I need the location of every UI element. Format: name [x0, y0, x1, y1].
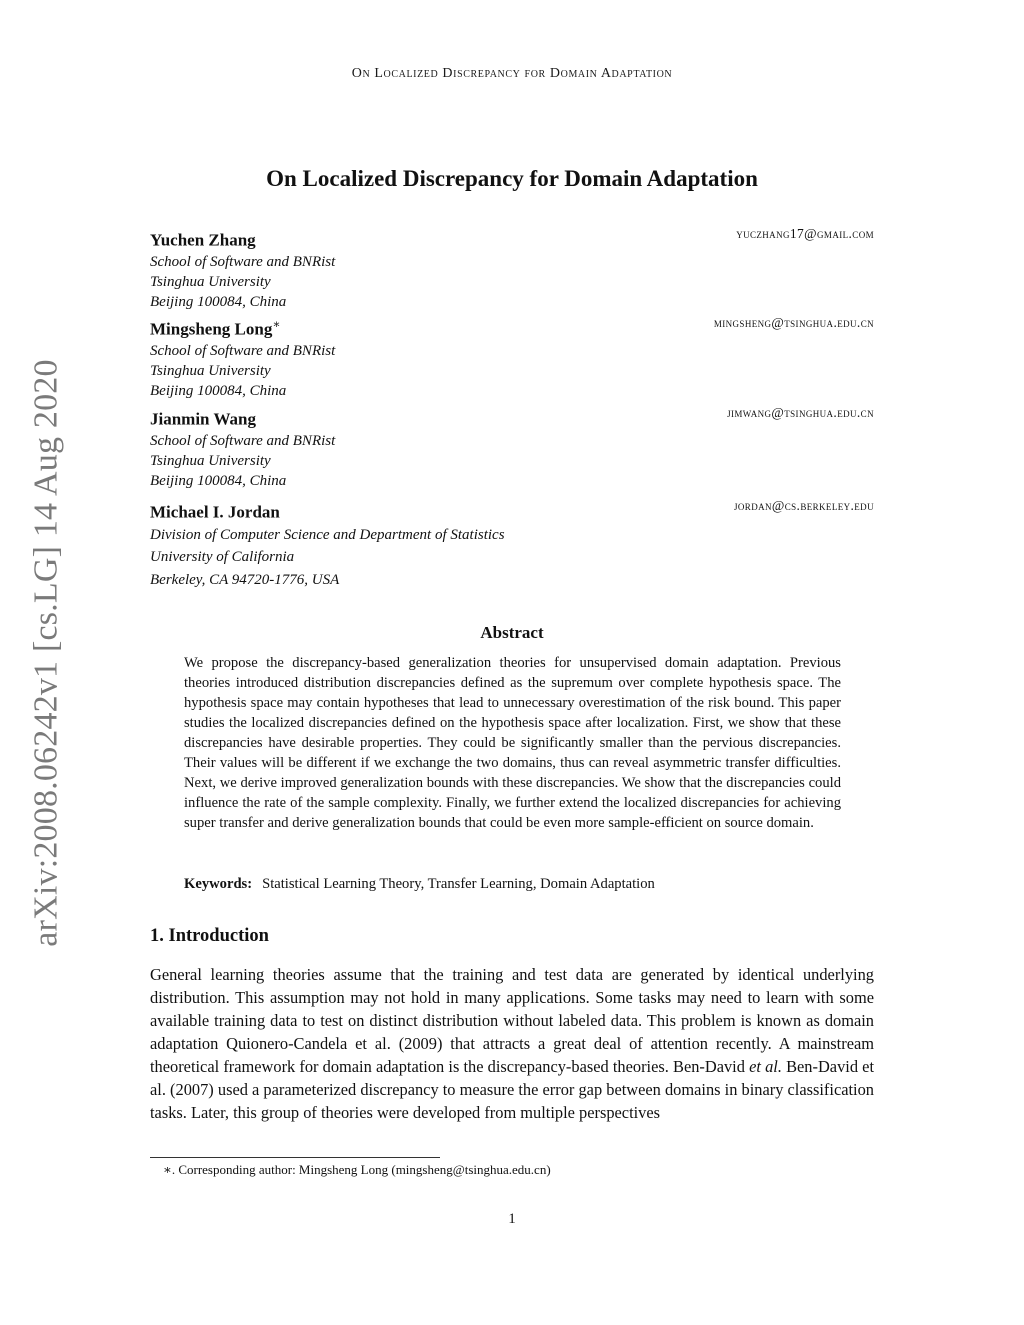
- author-name: Mingsheng Long∗: [150, 317, 281, 339]
- author-affiliation-line: School of Software and BNRist: [150, 432, 336, 449]
- author-affiliation-line: School of Software and BNRist: [150, 342, 336, 359]
- author-block: [150, 224, 874, 312]
- author-affiliation-line: Division of Computer Science and Department of Statistics: [150, 526, 505, 543]
- footnote-corresponding-author: ∗. Corresponding author: Mingsheng Long (mingsheng@tsinghua.edu.cn): [163, 1162, 551, 1177]
- keywords-text: Statistical Learning Theory, Transfer Learning, Domain Adaptation: [262, 876, 655, 892]
- corresponding-author-marker: ∗: [272, 317, 281, 331]
- author-block: [150, 403, 874, 491]
- author-email[interactable]: jordan@cs.berkeley.edu: [734, 498, 874, 513]
- author-affiliation-line: University of California: [150, 549, 295, 566]
- author-email[interactable]: yuczhang17@gmail.com: [736, 226, 874, 241]
- introduction-paragraph: General learning theories assume that the training and test data are generated by identical underlying distribution. This assumption may not hold in many applications. Some tasks may need to learn with some available training data to test on distinct distribution without labeled data. This problem is known as domain adaptation Quionero-Candela et al. (2009) that attracts a great deal of attention recently. A mainstream theoretical framework for domain adaptation is the discrepancy-based theories. Ben-David et al. Ben-David et al. (2007) used a parameterized discrepancy to measure the error gap between domains in binary classification tasks. Later, this group of theories were developed from multiple perspectives: [150, 965, 874, 1122]
- keywords-line: [184, 876, 841, 893]
- author-affiliation-line: Beijing 100084, China: [150, 382, 287, 399]
- page-number: 1: [508, 1211, 516, 1227]
- author-email[interactable]: jimwang@tsinghua.edu.cn: [727, 405, 874, 420]
- running-head: On Localized Discrepancy for Domain Adaptation: [351, 66, 673, 81]
- author-affiliation-line: Beijing 100084, China: [150, 293, 287, 310]
- author-name: Michael I. Jordan: [150, 502, 280, 522]
- arxiv-identifier-stamp: [22, 360, 72, 945]
- abstract-heading: Abstract: [480, 623, 544, 642]
- author-affiliation-line: School of Software and BNRist: [150, 253, 336, 270]
- author-block: [150, 313, 874, 401]
- abstract-text: We propose the discrepancy-based generalization theories for unsupervised domain adaptation. Previous theories introduced distribution discrepancies defined as the supremum over complete hypothesis space. The hypothesis space may contain hypotheses that lead to unnecessary overestimation of the risk bound. This paper studies the localized discrepancies defined on the hypothesis space after localization. First, we show that these discrepancies have desirable properties. They could be significantly smaller than the pervious discrepancies. Their values will be different if we exchange the two domains, thus can reveal asymmetric transfer difficulties. Next, we derive improved generalization bounds with these discrepancies. We show that the discrepancies could influence the rate of the sample complexity. Finally, we further extend the localized discrepancies for achieving super transfer and derive generalization bounds that could be even more sample-efficient on source domain.: [184, 655, 841, 831]
- author-name: Jianmin Wang: [150, 409, 256, 429]
- author-name: Yuchen Zhang: [150, 230, 256, 250]
- author-block: [150, 496, 874, 591]
- paper-title: On Localized Discrepancy for Domain Adaptation: [266, 166, 758, 191]
- footnote-divider: [150, 1157, 440, 1158]
- author-affiliation-line: Tsinghua University: [150, 273, 271, 290]
- author-email[interactable]: mingsheng@tsinghua.edu.cn: [713, 315, 874, 330]
- section-heading-introduction: 1. Introduction: [150, 926, 269, 946]
- author-affiliation-line: Tsinghua University: [150, 452, 271, 469]
- author-affiliation-line: Tsinghua University: [150, 362, 271, 379]
- author-affiliation-line: Beijing 100084, China: [150, 472, 287, 489]
- arxiv-identifier-text: arXiv:2008.06242v1 [cs.LG] 14 Aug 2020: [28, 358, 65, 947]
- keywords-label: Keywords:: [184, 876, 253, 892]
- author-affiliation-line: Berkeley, CA 94720-1776, USA: [150, 571, 340, 588]
- emphasis-et-al: et al.: [749, 1057, 782, 1076]
